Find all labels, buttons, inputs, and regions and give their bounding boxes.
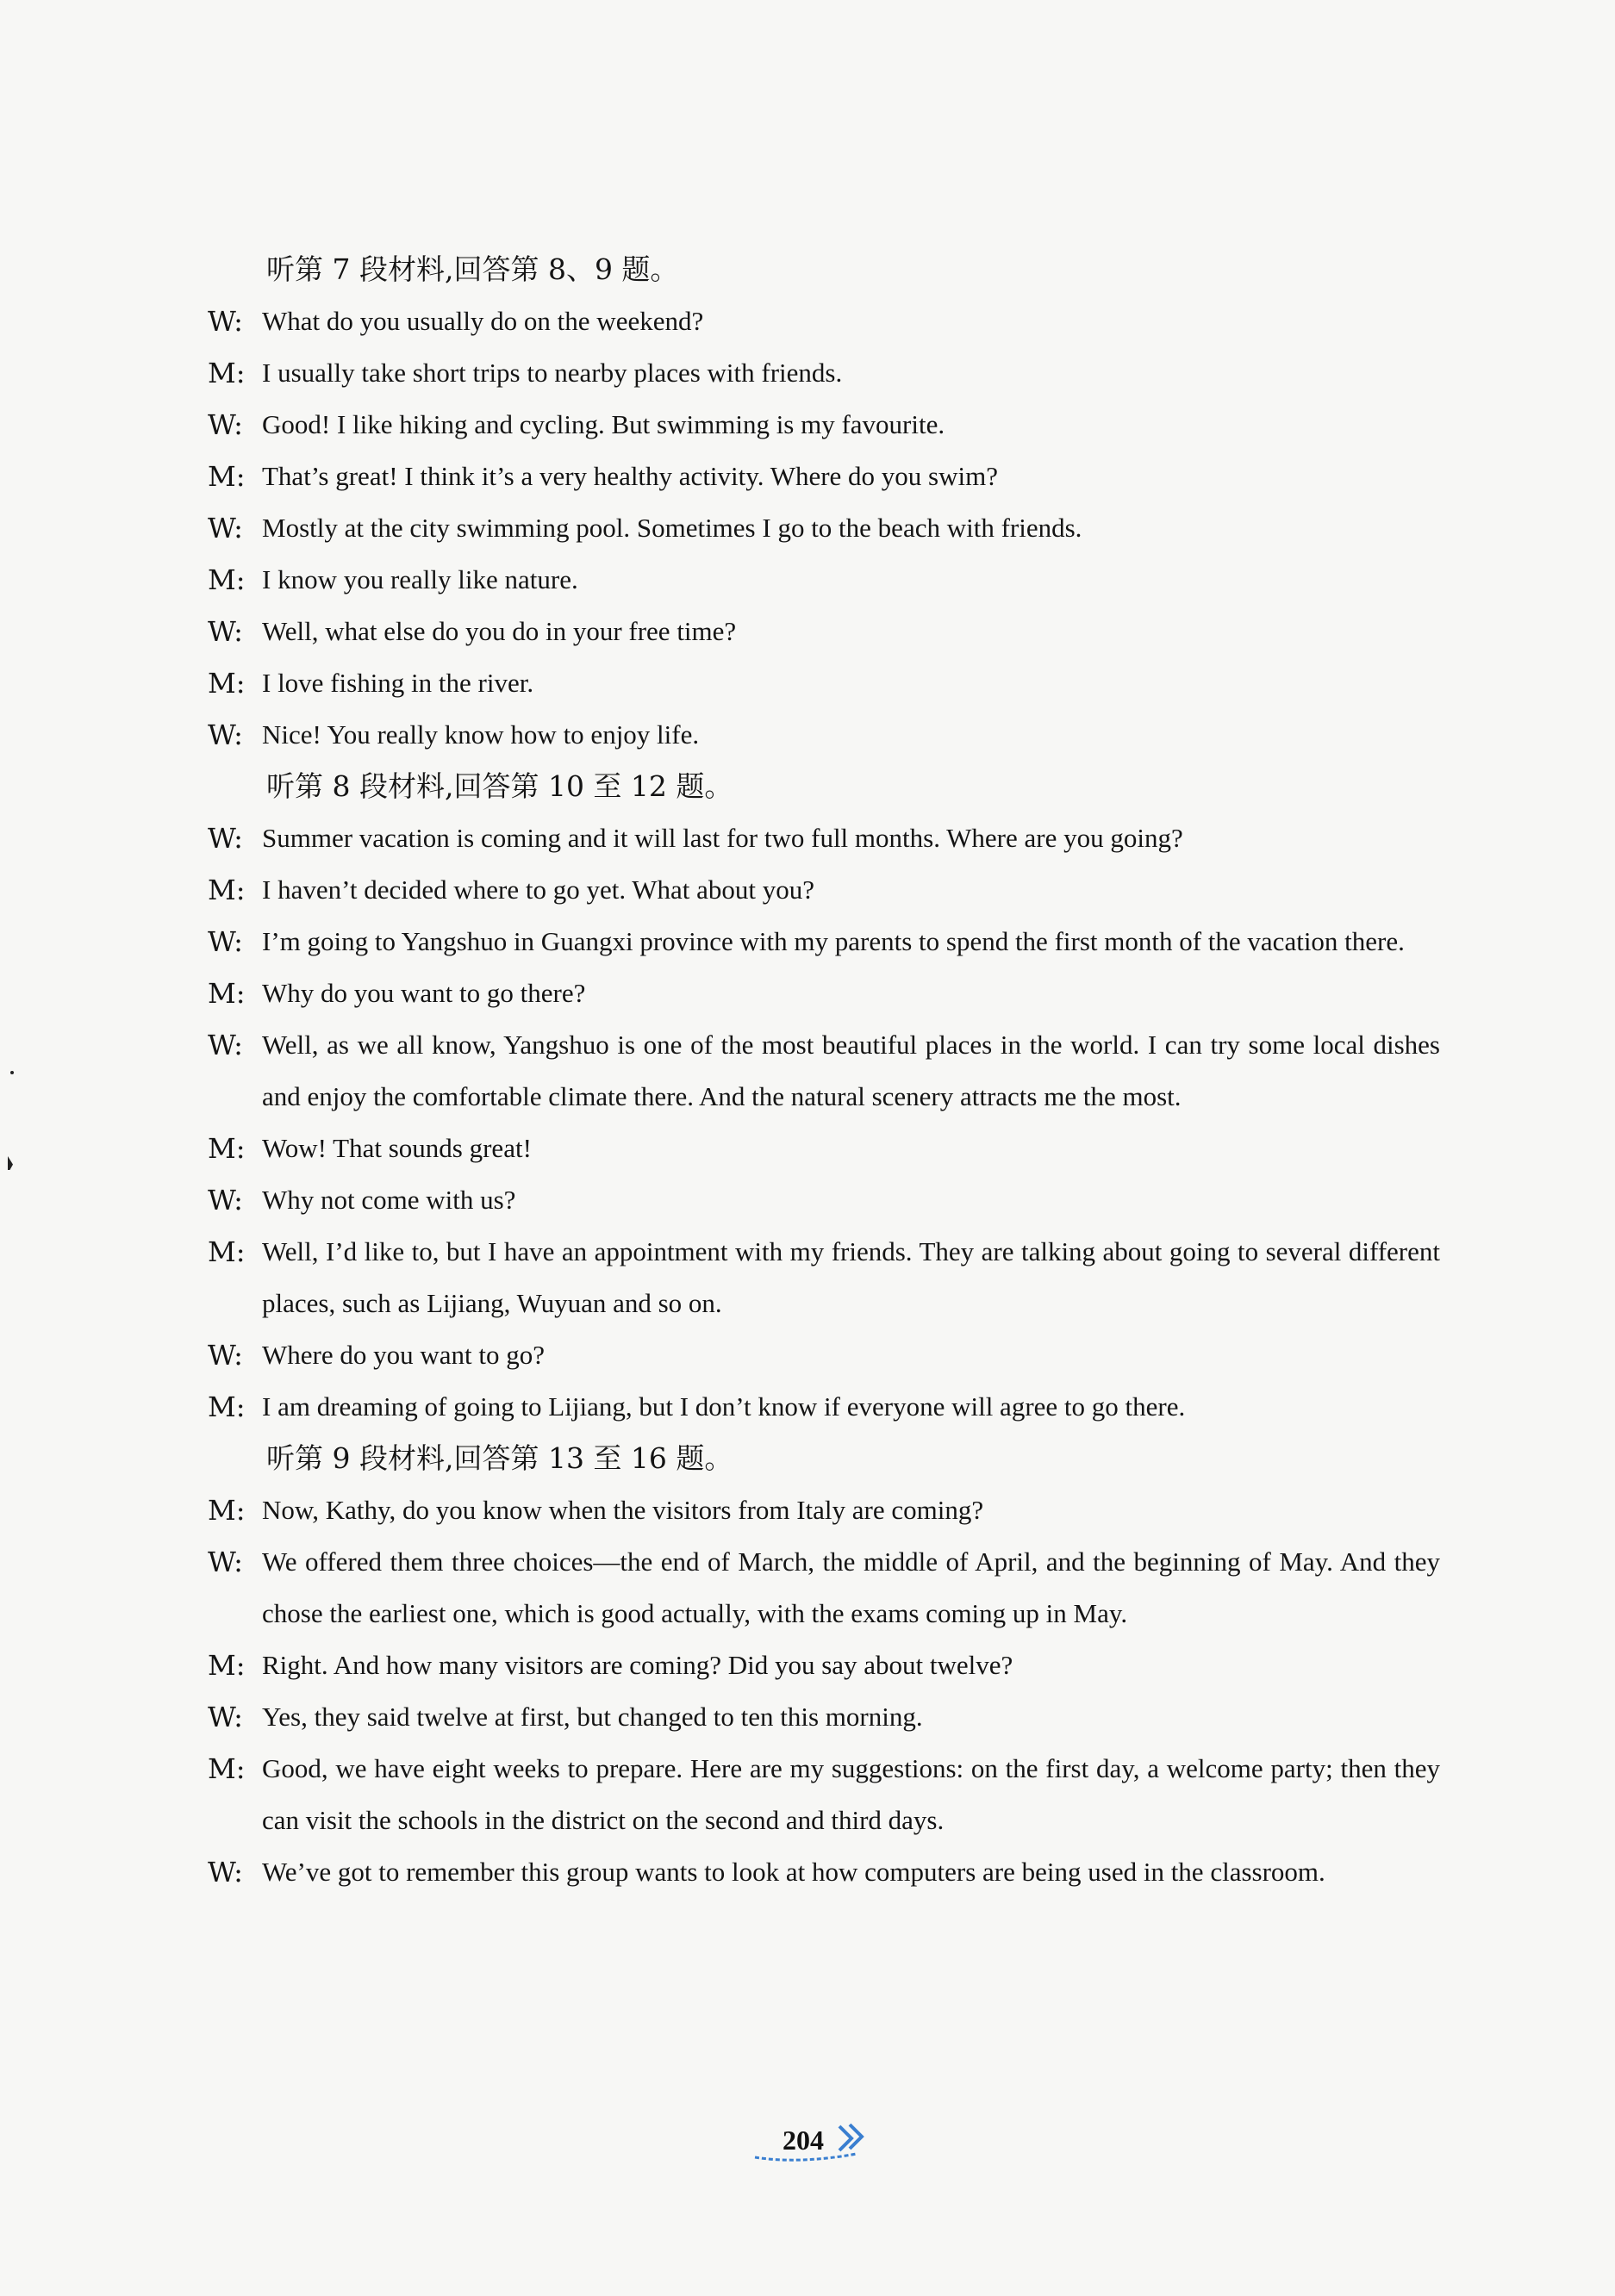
scan-mark-wedge (8, 1156, 13, 1170)
speaker-label: M: (208, 667, 246, 700)
speaker-label: M: (208, 1235, 246, 1268)
dialogue-line (208, 554, 1440, 606)
dialogue-text: I love fishing in the river. (262, 668, 534, 698)
dialogue-text: Summer vacation is coming and it will last for two full months. Where are you going? (262, 823, 1183, 853)
dialogue-line (208, 1640, 1440, 1691)
dialogue-line (208, 1174, 1440, 1226)
speaker-label: W: (208, 408, 243, 441)
dialogue-line (208, 1484, 1440, 1536)
dialogue-text: Well, as we all know, Yangshuo is one of the most beautiful places in the world. I can try some local dishes and enjoy the comfortable climate there. And the natural scenery attracts me the most. (262, 1030, 1440, 1111)
speaker-label: M: (208, 460, 246, 493)
scan-mark-dot (10, 1071, 14, 1074)
dialogue-line (208, 1691, 1440, 1743)
dialogue-line (208, 502, 1440, 554)
speaker-label: M: (208, 357, 246, 389)
speaker-label: W: (208, 1856, 243, 1888)
dialogue-line (208, 916, 1440, 968)
dialogue-line (208, 864, 1440, 916)
dialogue-text: I am dreaming of going to Lijiang, but I don’t know if everyone will agree to go there. (262, 1391, 1186, 1422)
speaker-label: M: (208, 1649, 246, 1682)
dialogue-line (208, 347, 1440, 399)
dialogue-text: Good, we have eight weeks to prepare. Here are my suggestions: on the first day, a welcome party; then they can visit the schools in the district on the second and third days. (262, 1753, 1440, 1835)
dialogue-text: Now, Kathy, do you know when the visitors from Italy are coming? (262, 1495, 984, 1525)
dialogue-line (208, 296, 1440, 347)
dialogue-line (208, 1536, 1440, 1640)
speaker-label: W: (208, 1339, 243, 1372)
dialogue-line (208, 1226, 1440, 1329)
dialogue-text: Nice! You really know how to enjoy life. (262, 719, 700, 750)
speaker-label: M: (208, 977, 246, 1010)
dialogue-line (208, 399, 1440, 451)
dialogue-text: We offered them three choices—the end of March, the middle of April, and the beginning of May. And they chose the earliest one, which is good actually, with the exams coming up in May. (262, 1546, 1440, 1628)
dialogue-line (208, 657, 1440, 709)
speaker-label: M: (208, 1132, 246, 1165)
page-number: 204 (783, 2125, 824, 2156)
dialogue-text: That’s great! I think it’s a very healthy activity. Where do you swim? (262, 461, 998, 491)
dialogue-text: Well, what else do you do in your free time? (262, 616, 737, 646)
dialogue-text: We’ve got to remember this group wants to look at how computers are being used in the classroom. (262, 1857, 1325, 1887)
dialogue-line (208, 606, 1440, 657)
dialogue-line (208, 709, 1440, 761)
dialogue-text: I haven’t decided where to go yet. What about you? (262, 874, 815, 905)
section-heading: 听第 7 段材料,回答第 8、9 题。 (266, 252, 679, 286)
speaker-label: W: (208, 305, 243, 338)
dialogue-text: Why do you want to go there? (262, 978, 586, 1008)
dialogue-line (208, 1743, 1440, 1846)
speaker-label: W: (208, 1701, 243, 1733)
page-footer (0, 2118, 1615, 2169)
dialogue-line (208, 1329, 1440, 1381)
speaker-label: M: (208, 1494, 246, 1527)
dialogue-line (208, 812, 1440, 864)
dialogue-text: Why not come with us? (262, 1185, 516, 1215)
dialogue-line (208, 1019, 1440, 1123)
dialogue-text: I’m going to Yangshuo in Guangxi province with my parents to spend the first month of the vacation there. (262, 926, 1405, 956)
dialogue-line (208, 1123, 1440, 1174)
dialogue-text: Mostly at the city swimming pool. Sometimes I go to the beach with friends. (262, 513, 1082, 543)
dialogue-text: I know you really like nature. (262, 564, 578, 594)
speaker-label: W: (208, 925, 243, 958)
speaker-label: W: (208, 822, 243, 855)
dialogue-line (208, 1381, 1440, 1433)
dialogue-text: Wow! That sounds great! (262, 1133, 532, 1163)
dialogue-line (208, 1846, 1440, 1898)
dialogue-text: Where do you want to go? (262, 1340, 545, 1370)
dialogue-line (208, 968, 1440, 1019)
speaker-label: W: (208, 1546, 243, 1578)
speaker-label: M: (208, 1391, 246, 1423)
speaker-label: W: (208, 1184, 243, 1216)
speaker-label: W: (208, 512, 243, 544)
dialogue-text: What do you usually do on the weekend? (262, 306, 704, 336)
speaker-label: M: (208, 874, 246, 906)
speaker-label: W: (208, 615, 243, 648)
speaker-label: W: (208, 1029, 243, 1061)
speaker-label: M: (208, 563, 246, 596)
section-heading: 听第 8 段材料,回答第 10 至 12 题。 (266, 769, 733, 803)
listening-transcript (208, 244, 1440, 1898)
dialogue-line (208, 451, 1440, 502)
dialogue-text: Well, I’d like to, but I have an appointment with my friends. They are talking about going to several different places, such as Lijiang, Wuyuan and so on. (262, 1236, 1440, 1318)
section-heading: 听第 9 段材料,回答第 13 至 16 题。 (266, 1441, 733, 1475)
dialogue-text: Good! I like hiking and cycling. But swimming is my favourite. (262, 409, 945, 439)
speaker-label: M: (208, 1752, 246, 1785)
speaker-label: W: (208, 719, 243, 751)
dialogue-text: I usually take short trips to nearby places with friends. (262, 358, 843, 388)
dialogue-text: Yes, they said twelve at first, but changed to ten this morning. (262, 1702, 923, 1732)
dialogue-text: Right. And how many visitors are coming? Did you say about twelve? (262, 1650, 1013, 1680)
